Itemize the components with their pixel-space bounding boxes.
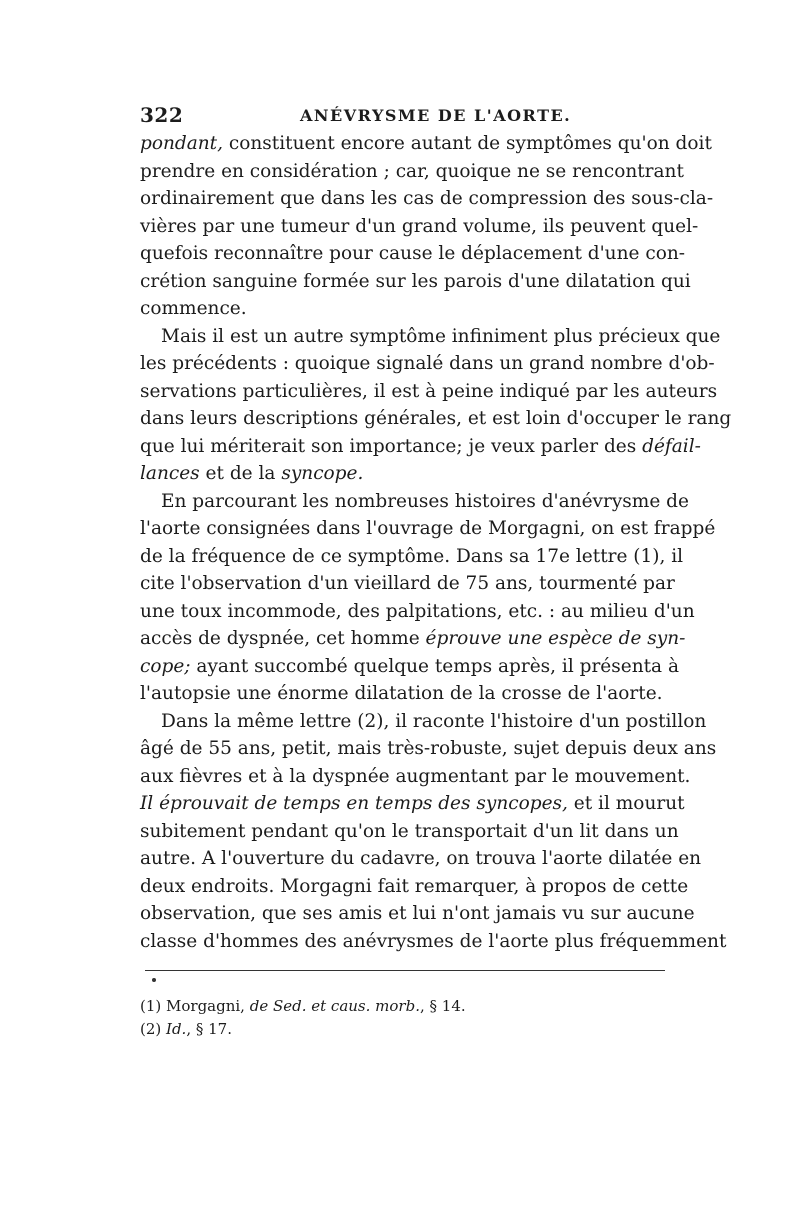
text-segment: les précédents : quoique signalé dans un grand nombre d'ob-	[140, 353, 715, 374]
text-segment: subitement pendant qu'on le transportait d'un lit dans un	[140, 820, 679, 842]
text-line	[140, 818, 679, 846]
text-line	[140, 240, 686, 268]
text-segment: ayant succombé quelque temps après, il présenta à	[190, 655, 679, 677]
text-line	[140, 625, 686, 653]
text-line	[140, 460, 668, 488]
separator-dot	[152, 978, 156, 982]
text-line	[140, 598, 695, 626]
text-segment: , § 17.	[186, 1020, 232, 1038]
text-segment: une toux incommode, des palpitations, etc. : au milieu d'un	[140, 600, 695, 622]
text-segment: cite l'observation d'un vieillard de 75 ans, tourmenté par	[140, 573, 675, 594]
italic-text: Id.	[166, 1020, 187, 1038]
footnote	[140, 995, 668, 1018]
text-segment: accès de dyspnée, cet homme	[140, 628, 426, 649]
text-line	[140, 213, 699, 241]
text-segment: deux endroits. Morgagni fait remarquer, à propos de cette	[140, 875, 689, 897]
italic-text: syncope.	[281, 463, 364, 484]
text-line	[140, 763, 691, 791]
footnote	[140, 1018, 668, 1041]
text-line	[140, 488, 689, 516]
text-segment: (2)	[140, 1020, 167, 1038]
italic-text: cope;	[140, 655, 191, 677]
text-line	[140, 543, 684, 571]
text-segment: et de la	[199, 463, 282, 484]
text-segment: vières par une tumeur d'un grand volume, ils peuvent quel-	[140, 215, 699, 237]
text-segment: âgé de 55 ans, petit, mais très-robuste, sujet depuis deux ans	[140, 738, 717, 759]
text-line	[140, 130, 712, 158]
text-segment: quefois reconnaître pour cause le déplacement d'une con-	[140, 243, 686, 264]
text-segment: observation, que ses amis et lui n'ont jamais vu sur aucune	[140, 903, 695, 924]
text-line	[140, 653, 679, 681]
text-segment: l'aorte consignées dans l'ouvrage de Morgagni, on est frappé	[140, 518, 716, 539]
text-line	[140, 405, 732, 433]
text-segment: , § 14.	[419, 997, 466, 1015]
text-segment: autre. A l'ouverture du cadavre, on trouva l'aorte dilatée en	[140, 848, 702, 869]
text-line	[140, 928, 727, 956]
text-line	[140, 845, 702, 873]
text-segment: de la fréquence de ce symptôme. Dans sa 17e lettre (1), il	[140, 545, 684, 567]
running-title: ANÉVRYSME DE L'AORTE.	[300, 106, 572, 125]
text-line	[140, 708, 707, 736]
text-line	[140, 350, 715, 378]
text-segment: Dans la même lettre (2), il raconte l'histoire d'un postillon	[161, 710, 707, 732]
text-line	[140, 790, 685, 818]
text-segment: Mais il est un autre symptôme infiniment plus précieux que	[161, 325, 721, 347]
text-segment: servations particulières, il est à peine indiqué par les auteurs	[140, 380, 718, 402]
text-segment: constituent encore autant de symptômes qu'on doit	[223, 133, 712, 154]
page-header	[140, 103, 668, 129]
text-segment: prendre en considération ; car, quoique ne se rencontrant	[140, 160, 684, 182]
body-text	[140, 130, 732, 955]
text-segment: l'autopsie une énorme dilatation de la crosse de l'aorte.	[140, 683, 663, 704]
italic-text: défail-	[642, 435, 701, 457]
footnotes	[140, 995, 668, 1041]
text-line	[140, 268, 691, 296]
text-line	[140, 680, 668, 708]
footnote-separator	[145, 970, 665, 971]
text-line	[140, 185, 714, 213]
text-segment: dans leurs descriptions générales, et est loin d'occuper le rang	[140, 408, 732, 429]
italic-text: éprouve une espèce de syn-	[425, 628, 686, 649]
italic-text: de Sed. et caus. morb.	[249, 997, 420, 1015]
text-line	[140, 515, 716, 543]
text-segment: commence.	[140, 298, 247, 319]
italic-text: Il éprouvait de temps en temps des syncopes,	[140, 793, 568, 814]
text-line	[140, 323, 721, 351]
text-line	[140, 570, 675, 598]
page-number: 322	[140, 103, 184, 127]
text-segment: (1) Morgagni,	[140, 997, 250, 1015]
text-segment: et il mourut	[567, 793, 685, 814]
text-segment: crétion sanguine formée sur les parois d'une dilatation qui	[140, 270, 691, 292]
text-line	[140, 433, 701, 461]
text-line	[140, 873, 689, 901]
italic-text: lances	[140, 463, 200, 484]
text-segment: En parcourant les nombreuses histoires d'anévrysme de	[161, 490, 689, 512]
italic-text: pondant,	[140, 133, 223, 154]
text-line	[140, 735, 717, 763]
text-segment: aux fièvres et à la dyspnée augmentant par le mouvement.	[140, 765, 691, 787]
text-line	[140, 900, 695, 928]
text-line	[140, 158, 684, 186]
text-line	[140, 295, 668, 323]
text-segment: ordinairement que dans les cas de compression des sous-cla-	[140, 188, 714, 209]
text-segment: classe d'hommes des anévrysmes de l'aorte plus fréquemment	[140, 930, 727, 952]
text-line	[140, 378, 718, 406]
text-segment: que lui mériterait son importance; je veux parler des	[140, 435, 643, 457]
